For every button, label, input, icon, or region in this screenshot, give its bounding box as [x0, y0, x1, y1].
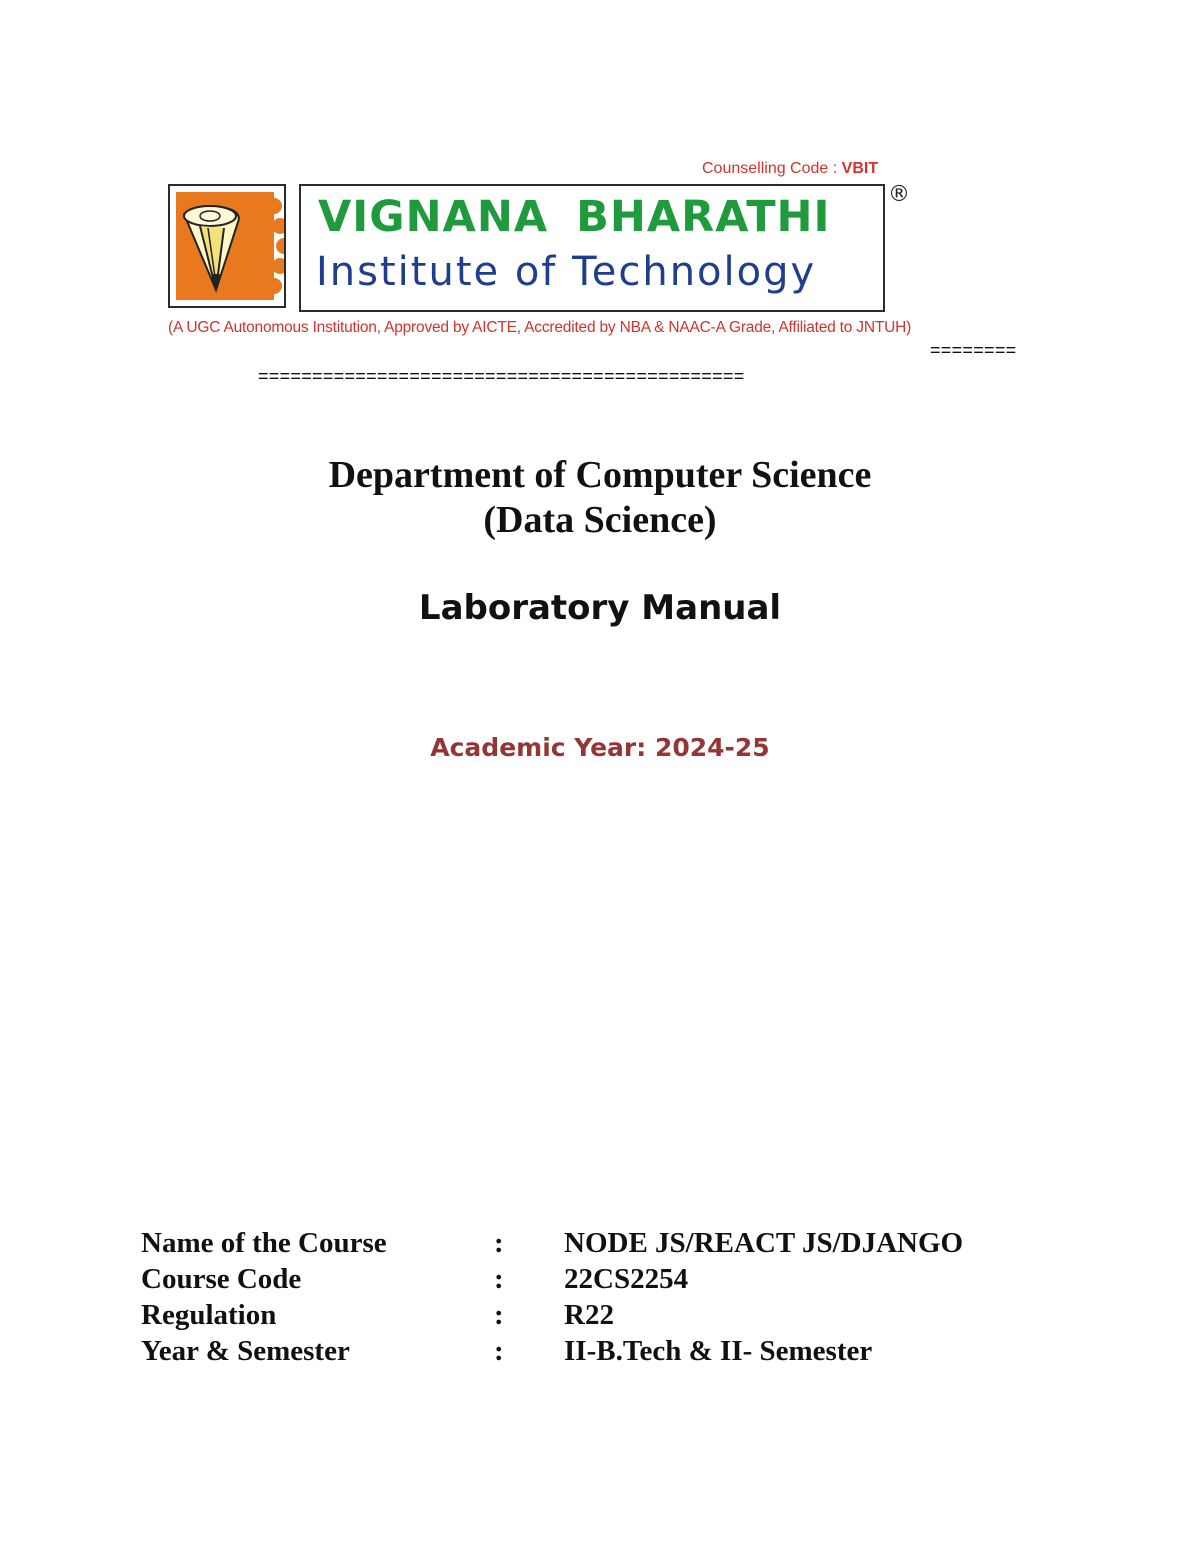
course-info-colon: : — [494, 1299, 504, 1331]
manual-title: Laboratory Manual — [418, 588, 782, 628]
institution-subtitle: Institute of Technology — [316, 249, 817, 295]
academic-year: Academic Year: 2024-25 — [430, 733, 770, 762]
course-info-label: Regulation — [141, 1299, 277, 1331]
counselling-label: Counselling Code : — [702, 160, 842, 177]
course-info-label: Course Code — [141, 1263, 302, 1295]
course-info-value: NODE JS/REACT JS/DJANGO — [564, 1227, 964, 1259]
course-info-row — [141, 1297, 1041, 1333]
course-info-value: II-B.Tech & II- Semester — [564, 1335, 873, 1367]
course-info-row — [141, 1225, 1041, 1261]
institution-name-part2: BHARATHI — [576, 192, 831, 242]
institution-emblem — [168, 184, 286, 308]
course-info-label: Year & Semester — [141, 1335, 350, 1367]
institution-name — [318, 192, 831, 242]
course-info-value: R22 — [564, 1299, 614, 1331]
course-info-colon: : — [494, 1227, 504, 1259]
institution-name-part1: VIGNANA — [318, 192, 549, 242]
course-info-label: Name of the Course — [141, 1227, 387, 1259]
course-info-row — [141, 1261, 1041, 1297]
course-info-colon: : — [494, 1263, 504, 1295]
registered-mark: ® — [888, 182, 910, 207]
counselling-code — [702, 160, 878, 178]
separator-line-1: ======== — [930, 340, 1017, 360]
course-info-value: 22CS2254 — [564, 1263, 689, 1295]
affiliation-text: (A UGC Autonomous Institution, Approved by AICTE, Accredited by NBA & NAAC-A Grade, Affiliated to JNTUH) — [168, 319, 912, 336]
course-info-row — [141, 1333, 1041, 1369]
counselling-code-value: VBIT — [841, 160, 879, 177]
separator-line-2: ============================================= — [258, 366, 745, 386]
department-title: Department of Computer Science — [328, 454, 872, 496]
course-info-colon: : — [494, 1335, 504, 1367]
emblem-logo-icon — [170, 186, 284, 306]
department-subtitle: (Data Science) — [483, 499, 717, 541]
